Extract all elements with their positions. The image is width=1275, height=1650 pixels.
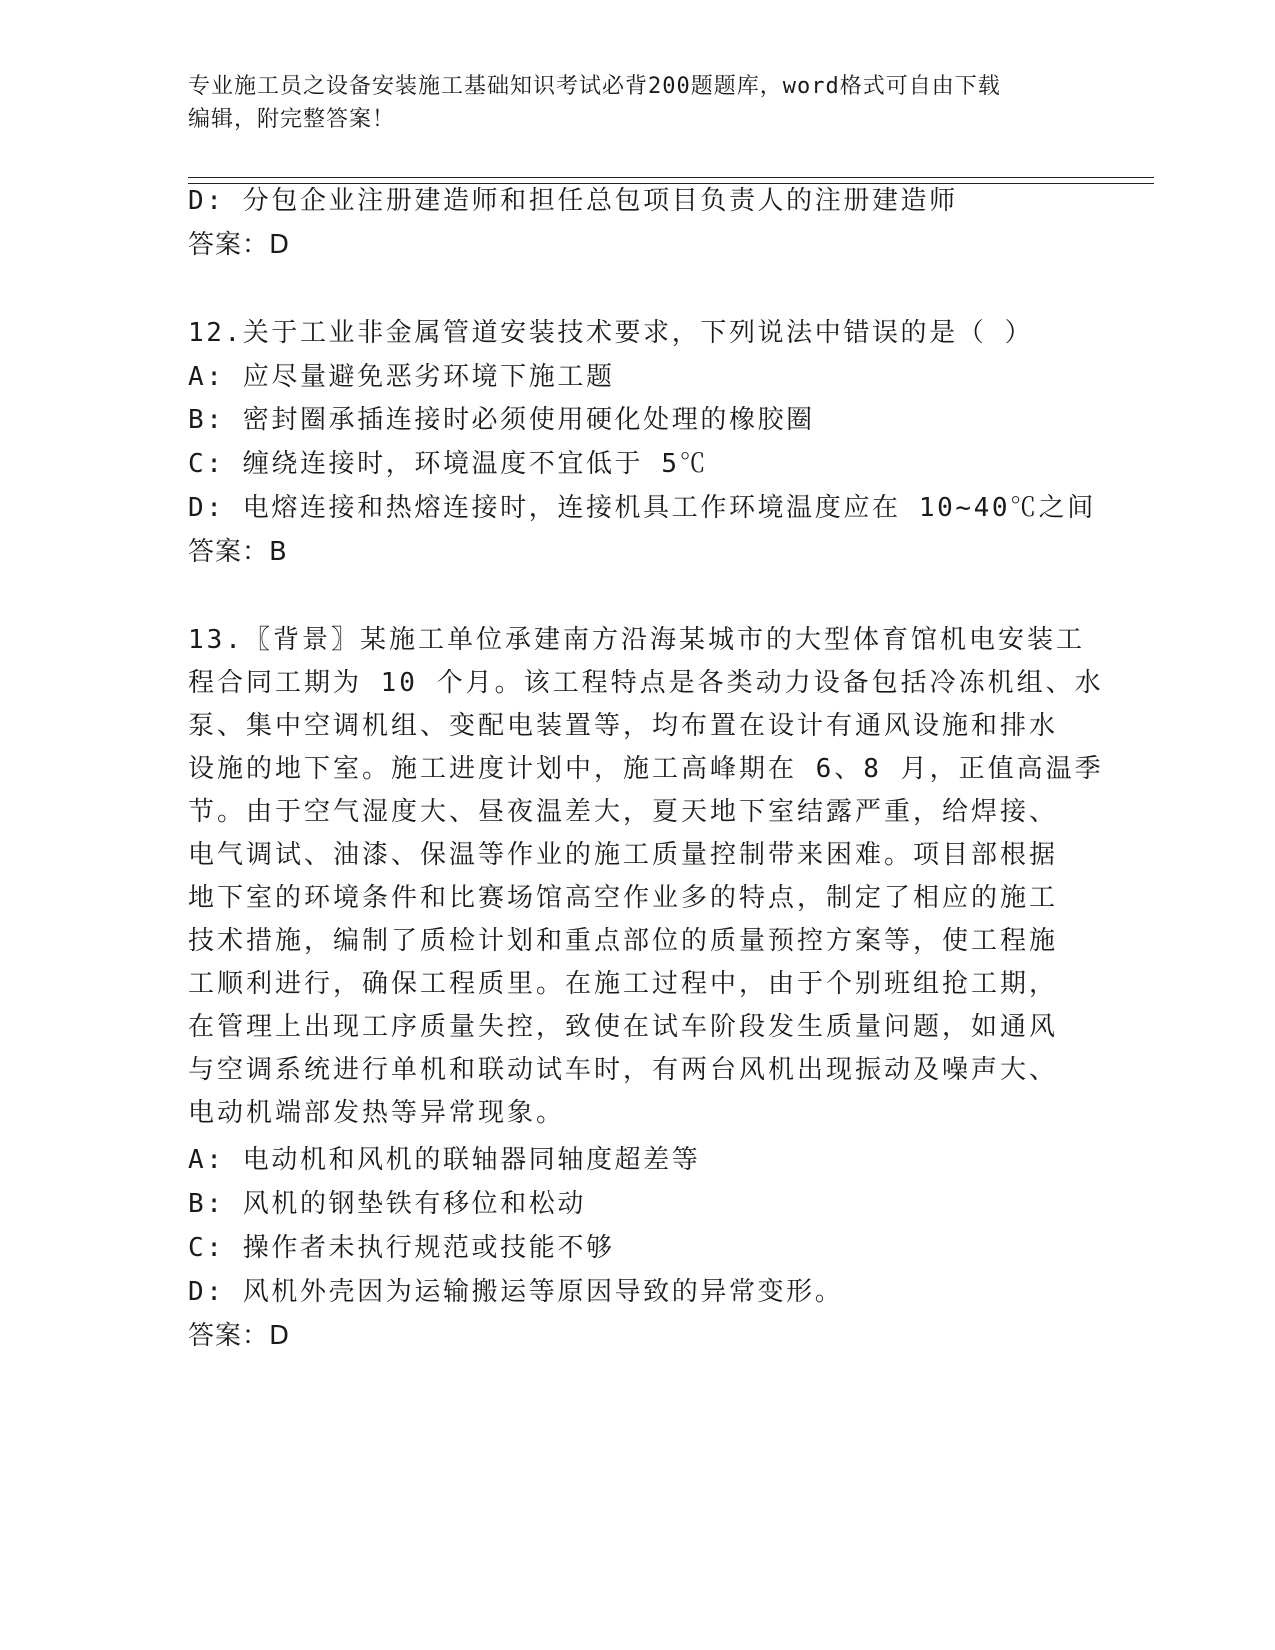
q13-stem-line: 泵、集中空调机组、变配电装置等，均布置在设计有通风设施和排水 <box>188 711 1059 741</box>
q13-option-c: C: 操作者未执行规范或技能不够 <box>188 1233 615 1263</box>
q13-stem-line: 设施的地下室。施工进度计划中，施工高峰期在 6、8 月，正值高温季 <box>188 754 1104 784</box>
q13-stem-line: 技术措施，编制了质检计划和重点部位的质量预控方案等，使工程施 <box>188 926 1059 956</box>
header-divider-top <box>188 177 1154 178</box>
q12-option-d: D: 电熔连接和热熔连接时，连接机具工作环境温度应在 10~40℃之间 <box>188 493 1096 523</box>
q13-stem-line: 工顺利进行，确保工程质里。在施工过程中，由于个别班组抢工期， <box>188 969 1059 999</box>
header-title-line-1: 专业施工员之设备安装施工基础知识考试必背200题题库，word格式可自由下载 <box>188 74 1001 99</box>
q11-option-d: D: 分包企业注册建造师和担任总包项目负责人的注册建造师 <box>188 186 958 216</box>
q12-option-c: C: 缠绕连接时，环境温度不宜低于 5℃ <box>188 449 709 479</box>
q13-stem-line: 在管理上出现工序质量失控，致使在试车阶段发生质量问题，如通风 <box>188 1012 1059 1042</box>
q12-stem: 12.关于工业非金属管道安装技术要求，下列说法中错误的是（ ） <box>188 318 1034 348</box>
header-title-line-2: 编辑，附完整答案！ <box>188 107 396 132</box>
q13-option-d: D: 风机外壳因为运输搬运等原因导致的异常变形。 <box>188 1277 844 1307</box>
q13-stem-line: 程合同工期为 10 个月。该工程特点是各类动力设备包括冷冻机组、水 <box>188 668 1104 698</box>
q13-option-b: B: 风机的钢垫铁有移位和松动 <box>188 1189 586 1219</box>
q13-stem-line: 电动机端部发热等异常现象。 <box>188 1098 566 1128</box>
document-header <box>188 70 1068 136</box>
q13-stem-line: 地下室的环境条件和比赛场馆高空作业多的特点，制定了相应的施工 <box>188 883 1059 913</box>
q12-option-b: B: 密封圈承插连接时必须使用硬化处理的橡胶圈 <box>188 405 815 435</box>
q13-option-a: A: 电动机和风机的联轴器同轴度超差等 <box>188 1145 701 1175</box>
q13-stem-line: 电气调试、油漆、保温等作业的施工质量控制带来困难。项目部根据 <box>188 840 1059 870</box>
q13-answer: 答案：D <box>188 1321 291 1351</box>
q11-answer: 答案：D <box>188 230 291 260</box>
q12-option-a: A: 应尽量避免恶劣环境下施工题 <box>188 362 615 392</box>
q13-stem-line: 13.〖背景〗某施工单位承建南方沿海某城市的大型体育馆机电安装工 <box>188 625 1085 655</box>
q13-stem-line: 节。由于空气湿度大、昼夜温差大，夏天地下室结露严重，给焊接、 <box>188 797 1059 827</box>
q13-stem-line: 与空调系统进行单机和联动试车时，有两台风机出现振动及噪声大、 <box>188 1055 1059 1085</box>
q12-answer: 答案：B <box>188 537 288 567</box>
